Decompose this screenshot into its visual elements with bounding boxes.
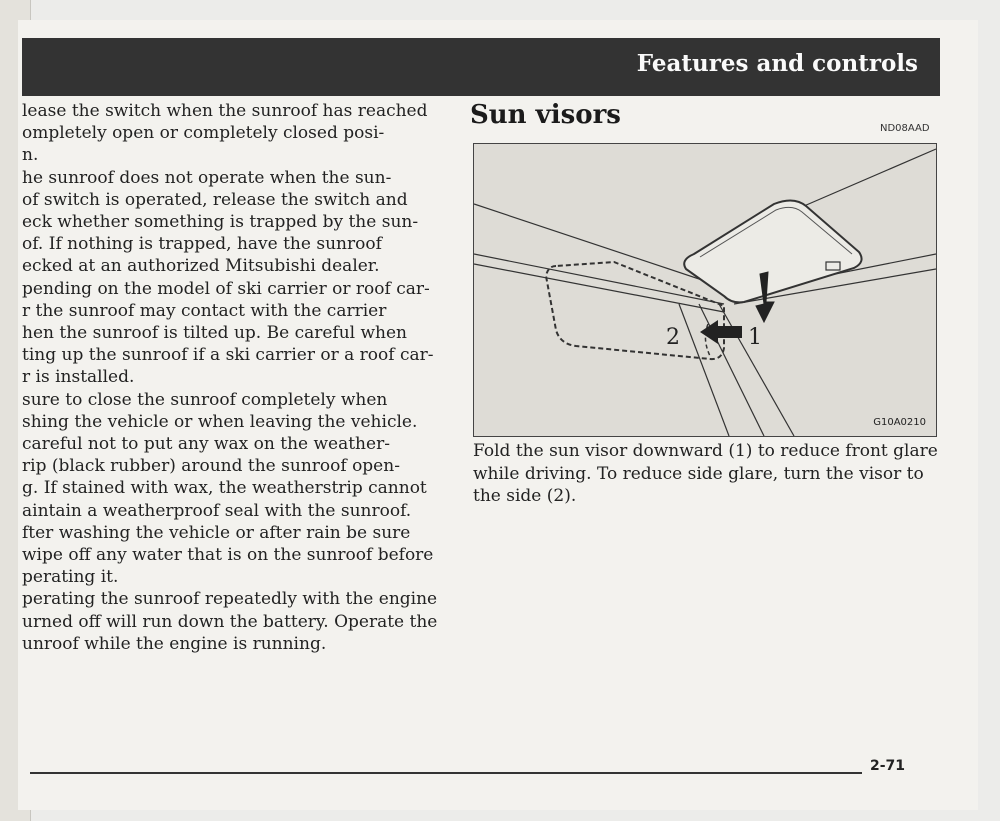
text-line: r is installed. xyxy=(22,367,135,388)
text-line: g. If stained with wax, the weatherstrip cannot xyxy=(22,478,427,499)
text-line: sure to close the sunroof completely when xyxy=(22,389,388,410)
a-pillar xyxy=(699,304,764,436)
text-line: r the sunroof may contact with the carrier xyxy=(22,300,387,321)
text-line: n. xyxy=(22,145,39,166)
text-line: rip (black rubber) around the sunroof open- xyxy=(22,456,400,477)
text-line: of. If nothing is trapped, have the sunroof xyxy=(22,234,382,255)
text-line: ompletely open or completely closed posi- xyxy=(22,123,385,144)
text-line: careful not to put any wax on the weather- xyxy=(22,434,390,455)
caption-line: Fold the sun visor downward (1) to reduce front glare xyxy=(473,441,938,461)
text-line: eck whether something is trapped by the sun- xyxy=(22,212,419,233)
text-line: hen the sunroof is tilted up. Be careful when xyxy=(22,323,407,344)
text-line: he sunroof does not operate when the sun- xyxy=(22,167,392,188)
label-2: 2 xyxy=(666,325,680,350)
caption-line: while driving. To reduce side glare, turn the visor to xyxy=(473,463,924,484)
left-column-text xyxy=(22,100,442,655)
label-1: 1 xyxy=(748,325,762,350)
text-line: unroof while the engine is running. xyxy=(22,633,327,654)
section-code: ND08AAD xyxy=(880,123,930,134)
text-line: perating it. xyxy=(22,567,119,588)
caption-line: the side (2). xyxy=(473,486,577,506)
text-line: lease the switch when the sunroof has reached xyxy=(22,101,428,121)
a-pillar-inner xyxy=(719,304,794,436)
text-line: pending on the model of ski carrier or roof car- xyxy=(22,278,430,299)
header-title: Features and controls xyxy=(636,50,918,77)
page-number: 2-71 xyxy=(870,758,906,774)
text-line: ecked at an authorized Mitsubishi dealer. xyxy=(22,256,380,277)
figure-caption xyxy=(473,440,938,508)
section-header-bar xyxy=(22,38,940,96)
a-pillar-outer xyxy=(679,304,729,436)
sun-visor-illustration xyxy=(473,143,937,437)
section-title: Sun visors xyxy=(470,100,621,130)
text-line: wipe off any water that is on the sunroof before xyxy=(22,545,434,566)
text-line: ting up the sunroof if a ski carrier or a roof car- xyxy=(22,345,434,366)
text-line: urned off will run down the battery. Operate the xyxy=(22,611,438,632)
text-line: perating the sunroof repeatedly with the engine xyxy=(22,589,438,610)
roof-line-right xyxy=(804,149,936,206)
text-line: of switch is operated, release the switch and xyxy=(22,189,408,210)
footer-rule xyxy=(30,772,862,774)
windshield-edge-inner xyxy=(474,264,724,312)
text-line: shing the vehicle or when leaving the vehicle. xyxy=(22,411,418,432)
text-line: fter washing the vehicle or after rain be sure xyxy=(22,522,411,543)
text-line: aintain a weatherproof seal with the sunroof. xyxy=(22,500,412,521)
sun-visor-drawing xyxy=(474,144,936,436)
figure-code: G10A0210 xyxy=(873,417,926,428)
